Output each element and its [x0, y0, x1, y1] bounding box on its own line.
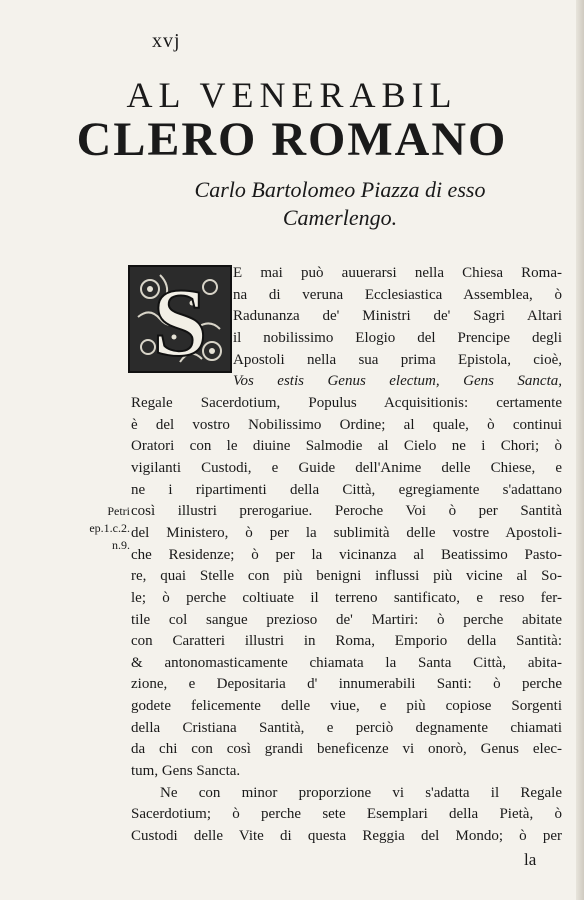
text-line: godete felicemente delle viue, e più copiose Sorgenti	[131, 698, 562, 715]
margin-note-line-1: Petri	[107, 504, 130, 519]
text-line: E mai può auuerarsi nella Chiesa Roma-	[233, 265, 562, 281]
catchword: la	[524, 849, 537, 869]
text-line: tum, Gens Sancta.	[131, 763, 241, 779]
text-line: con Caratteri illustri in Roma, Emporio della Santità:	[131, 633, 562, 650]
text-line: vigilanti Custodi, e Guide dell'Anime delle Chiese, e	[131, 459, 562, 476]
text-line: Vos estis Genus electum, Gens Sancta,	[233, 373, 562, 390]
heading-line-1: AL VENERABIL	[126, 75, 458, 115]
text-line: Apostoli nella sua prima Epistola, cioè,	[233, 351, 562, 368]
text-line: così illustri prerogariue. Peroche Voi ò per Santità	[131, 503, 562, 520]
text-line: le; ò perche coltiuate il terreno santificato, e reso fer-	[131, 589, 562, 606]
drop-cap-letter: S	[152, 269, 208, 371]
margin-note-line-3: n.9.	[112, 538, 130, 553]
text-line: che Residenze; ò per la vicinanza al Beatissimo Pasto-	[131, 546, 562, 563]
text-line: Custodi delle Vite di questa Reggia del Mondo; ò per	[131, 828, 562, 844]
text-line: il nobilissimo Elogio del Prencipe degli	[233, 330, 562, 346]
text-line: tile col sangue prezioso de' Martiri: ò perche abitate	[131, 611, 562, 628]
ornament-initial-icon	[130, 267, 230, 371]
page-number: xvj	[152, 30, 181, 52]
margin-note-line-2: ep.1.c.2.	[89, 521, 130, 536]
text-line: Sacerdotium; ò perche sete Esemplari della Pietà, ò	[131, 806, 562, 823]
text-line: zione, e Depositaria d' innumerabili Santi: ò perche	[131, 676, 562, 693]
text-line: na di veruna Ecclesiastica Assemblea, ò	[233, 286, 562, 303]
text-line: Radunanza de' Ministri de' Sagri Altari	[233, 308, 562, 325]
text-line: Ne con minor proporzione vi s'adatta il Regale	[160, 784, 562, 801]
heading-line-2: CLERO ROMANO	[76, 113, 508, 166]
text-line: ne i ripartimenti della Città, egregiamente s'adattano	[131, 481, 562, 498]
text-line: del Ministero, ò per la sublimità delle vostre Apostoli-	[131, 524, 562, 541]
author-line-1: Carlo Bartolomeo Piazza di esso	[194, 177, 486, 202]
text-line: è del vostro Nobilissimo Ordine; al quale, ò continui	[131, 416, 562, 433]
text-line: Oratori con le diuine Salmodie al Cielo ne i Chori; ò	[131, 438, 562, 455]
author-line	[120, 176, 560, 232]
text-line: re, quai Stelle con più benigni influssi più vicine al So-	[131, 568, 562, 585]
margin-note	[86, 503, 130, 554]
text-line: da chi con così grandi beneficenze vi onorò, Genus elec-	[131, 741, 562, 758]
author-line-2: Camerlengo.	[282, 205, 398, 230]
text-line: della Cristiana Santità, e perciò degnamente chiamati	[131, 719, 562, 736]
decorated-initial	[128, 265, 232, 373]
text-line: Regale Sacerdotium, Populus Acquisitionis: certamente	[131, 394, 562, 411]
text-line: & antonomasticamente chiamata la Santa Città, abita-	[131, 654, 562, 671]
